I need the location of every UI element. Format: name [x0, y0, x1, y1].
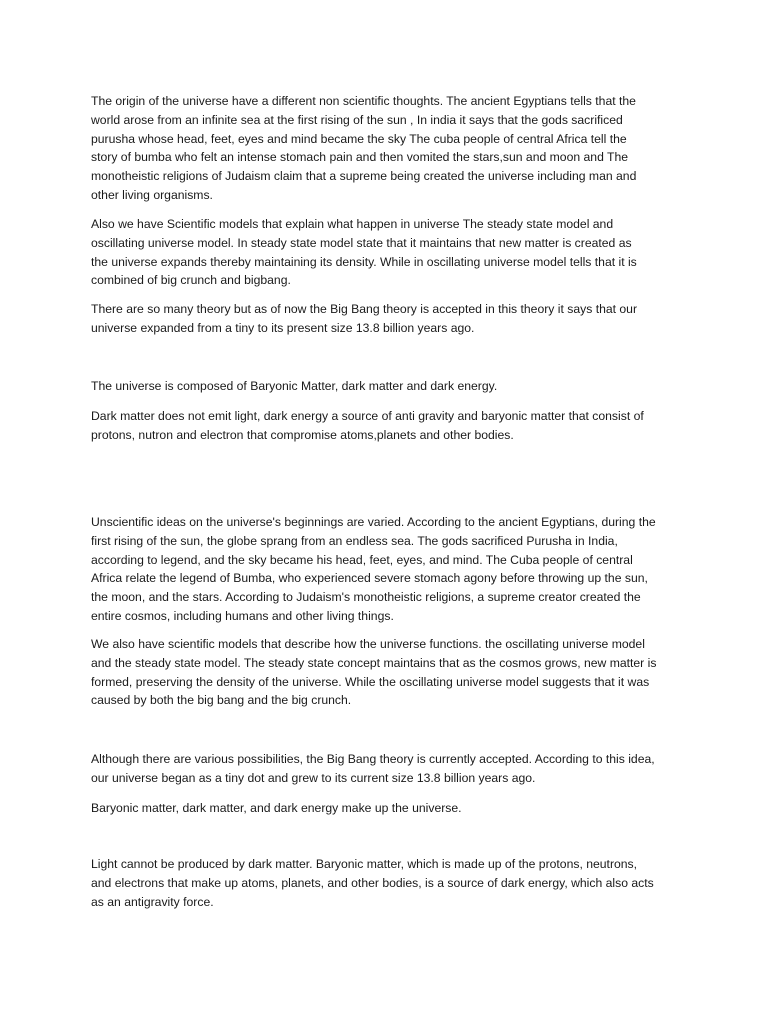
- paragraph-dark-matter-rewrite: Light cannot be produced by dark matter. Baryonic matter, which is made up of the protons, neutrons, and electrons that make up atoms, planets, and other bodies, is a source of dark energy, which also acts as an antigravity force.: [91, 857, 654, 909]
- paragraph-universe-composition: The universe is composed of Baryonic Matter, dark matter and dark energy.: [91, 379, 498, 393]
- paragraph-big-bang: There are so many theory but as of now the Big Bang theory is accepted in this theory it says that our universe expanded from a tiny to its present size 13.8 billion years ago.: [91, 302, 638, 335]
- paragraph-scientific-models: Also we have Scientific models that explain what happen in universe The steady state model and oscillating universe model. In steady state model state that it maintains that new matter is created as the universe expands thereby maintaining its density. While in oscillating universe model tells that it is combined of big crunch and bigbang.: [91, 217, 637, 288]
- paragraph-unscientific-ideas: Unscientific ideas on the universe's beginnings are varied. According to the ancient Egyptians, during the first rising of the sun, the globe sprang from an endless sea. The gods sacrificed Purusha in India, according to legend, and the sky became his head, feet, eyes, and mind. The Cuba people of central Africa relate the legend of Bumba, who experienced severe stomach agony before throwing up the sun, the moon, and the stars. According to Judaism's monotheistic religions, a supreme creator created the entire cosmos, including humans and other living things.: [91, 515, 656, 623]
- paragraph-scientific-models-rewrite: We also have scientific models that describe how the universe functions. the oscillating universe model and the steady state model. The steady state concept maintains that as the cosmos grows, new matter is formed, preserving the density of the universe. While the oscillating universe model suggests that it was caused by both the big bang and the big crunch.: [91, 637, 657, 708]
- paragraph-origin-nonscientific: The origin of the universe have a different non scientific thoughts. The ancient Egyptians tells that the world arose from an infinite sea at the first rising of the sun , In india it says that the gods sacrificed purusha whose head, feet, eyes and mind became the sky The cuba people of central Africa tell the story of bumba who felt an intense stomach pain and then vomited the stars,sun and moon and The monotheistic religions of Judaism claim that a supreme being created the universe including man and other living organisms.: [91, 94, 637, 202]
- paragraph-big-bang-rewrite: Although there are various possibilities, the Big Bang theory is currently accepted. According to this idea, our universe began as a tiny dot and grew to its current size 13.8 billion years ago.: [91, 752, 655, 785]
- paragraph-dark-matter: Dark matter does not emit light, dark energy a source of anti gravity and baryonic matter that consist of protons, nutron and electron that compromise atoms,planets and other bodies.: [91, 409, 644, 442]
- paragraph-composition-rewrite: Baryonic matter, dark matter, and dark energy make up the universe.: [91, 801, 462, 815]
